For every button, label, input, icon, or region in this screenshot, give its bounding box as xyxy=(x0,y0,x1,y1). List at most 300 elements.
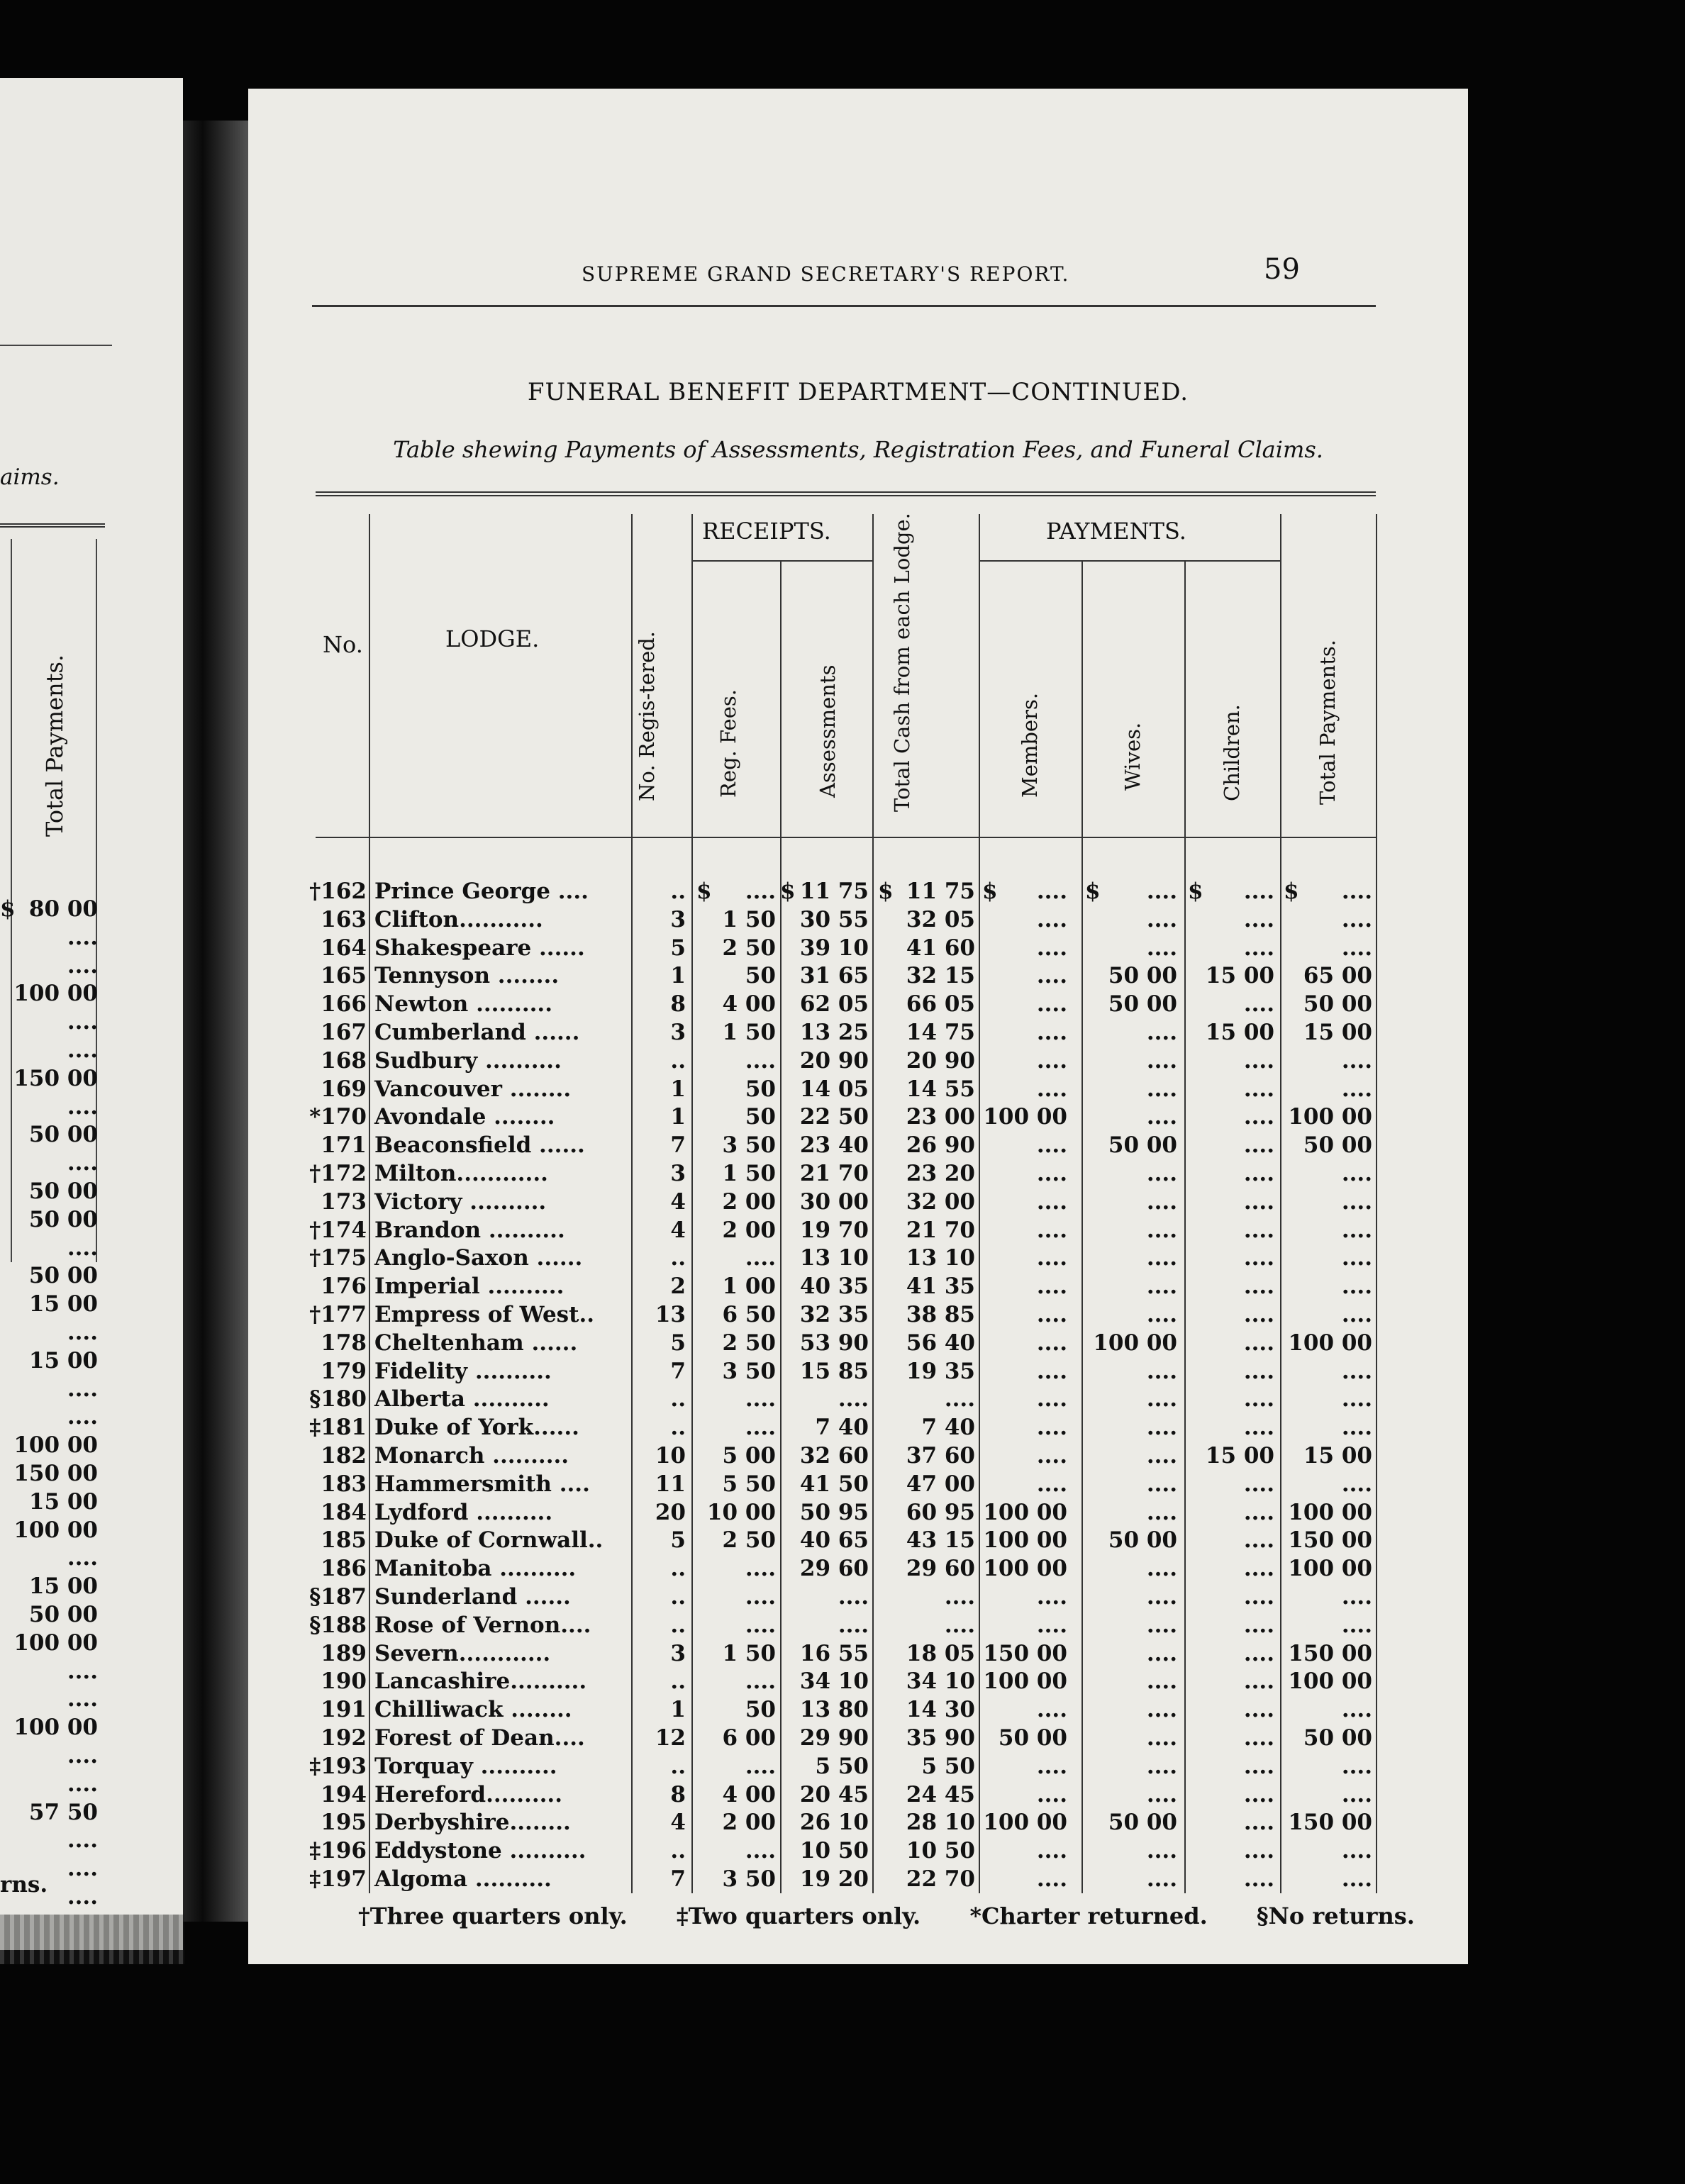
header-bottom-rule xyxy=(316,837,1376,838)
cell-mem: .... xyxy=(1036,935,1067,961)
cell-chi: 15 00 xyxy=(1205,963,1274,989)
left-page-value: .... xyxy=(67,1093,98,1120)
cell-rf: 50 xyxy=(745,1076,776,1102)
cell-no: 164 xyxy=(321,935,367,961)
cell-asm: 13 25 xyxy=(799,1020,869,1045)
table-row xyxy=(248,1075,1468,1103)
cell-wiv: .... xyxy=(1146,1753,1177,1779)
cell-chi: .... xyxy=(1243,1161,1274,1186)
cell-wiv: 50 00 xyxy=(1108,1527,1177,1554)
cell-wiv: .... xyxy=(1146,1161,1177,1186)
column-header-assessments: Assessments xyxy=(816,664,840,798)
cell-chi: .... xyxy=(1243,1415,1274,1441)
dollar-sign: $ xyxy=(1188,879,1203,904)
payments-group-rule xyxy=(979,560,1280,562)
cell-chi: .... xyxy=(1243,1245,1274,1271)
cell-asm: 32 60 xyxy=(799,1443,869,1469)
left-page-value: .... xyxy=(67,1009,98,1035)
cell-asm: 15 85 xyxy=(799,1358,869,1384)
cell-reg: .. xyxy=(670,1584,686,1610)
table-row xyxy=(248,1442,1468,1470)
cell-wiv: .... xyxy=(1146,1499,1177,1525)
cell-rf: 50 xyxy=(745,1104,776,1130)
cell-lodge: Clifton........... xyxy=(374,906,543,932)
footnote: †Three quarters only. xyxy=(358,1902,628,1929)
cell-chi: .... xyxy=(1243,935,1274,961)
cell-no: †162 xyxy=(309,879,367,904)
cell-asm: 39 10 xyxy=(799,935,869,961)
cell-lodge: Hereford.......... xyxy=(374,1781,563,1807)
cell-rf: .... xyxy=(745,1245,776,1271)
table-row xyxy=(248,1808,1468,1837)
cell-asm: 10 50 xyxy=(799,1838,869,1864)
left-page-value: .... xyxy=(67,1545,98,1571)
cell-tot: .... xyxy=(1341,1584,1372,1610)
page-number: 59 xyxy=(1264,253,1300,286)
cell-lodge: Cumberland ...... xyxy=(374,1020,580,1045)
cell-mem: 50 00 xyxy=(998,1725,1067,1751)
cell-chi: .... xyxy=(1243,1471,1274,1497)
cell-reg: 3 xyxy=(670,1020,686,1045)
cell-tot: .... xyxy=(1341,1697,1372,1723)
cell-no: †177 xyxy=(309,1302,367,1327)
cell-chi: 15 00 xyxy=(1205,1020,1274,1045)
cell-cash: .... xyxy=(944,1584,975,1610)
cell-rf: 3 50 xyxy=(722,1358,776,1384)
cell-asm: 32 35 xyxy=(799,1302,869,1327)
cell-cash: 32 15 xyxy=(906,963,975,989)
table-row xyxy=(248,990,1468,1018)
column-header-members: Members. xyxy=(1018,692,1042,798)
left-page-column-header: Total Payments. xyxy=(41,654,68,837)
left-page-value: 57 50 xyxy=(28,1799,98,1825)
cell-asm: 22 50 xyxy=(799,1104,869,1130)
cell-tot: .... xyxy=(1341,1358,1372,1384)
cell-cash: 7 40 xyxy=(921,1415,975,1441)
cell-mem: .... xyxy=(1036,1076,1067,1102)
cell-lodge: Torquay .......... xyxy=(374,1753,557,1779)
cell-rf: .... xyxy=(745,1556,776,1582)
cell-asm: 40 65 xyxy=(799,1527,869,1554)
cell-rf: 2 50 xyxy=(722,1527,776,1554)
cell-reg: 7 xyxy=(670,1358,686,1384)
cell-cash: 66 05 xyxy=(906,991,975,1018)
cell-no: 169 xyxy=(321,1076,367,1102)
cell-rf: 5 50 xyxy=(722,1471,776,1497)
cell-reg: 5 xyxy=(670,1330,686,1356)
cell-wiv: .... xyxy=(1146,1386,1177,1413)
left-page-value: .... xyxy=(67,1320,98,1345)
table-row xyxy=(248,1526,1468,1554)
cell-rf: 5 00 xyxy=(722,1443,776,1469)
left-page-value: 50 00 xyxy=(28,1179,98,1204)
table-row xyxy=(248,1272,1468,1300)
left-page-value: 15 00 xyxy=(28,1291,98,1317)
cell-tot: .... xyxy=(1341,906,1372,932)
cell-chi: .... xyxy=(1243,1132,1274,1159)
left-page-value: 100 00 xyxy=(13,981,98,1007)
cell-mem: .... xyxy=(1036,1612,1067,1638)
left-page-value: 100 00 xyxy=(13,1629,98,1656)
cell-no: 179 xyxy=(321,1358,367,1384)
cell-asm: 13 80 xyxy=(799,1697,869,1723)
cell-mem: .... xyxy=(1036,1443,1067,1469)
cell-asm: .... xyxy=(838,1386,869,1413)
cell-chi: .... xyxy=(1243,1302,1274,1327)
left-page-value: 15 00 xyxy=(28,1488,98,1515)
left-page-value: .... xyxy=(67,1235,98,1261)
cell-reg: 4 xyxy=(670,1188,686,1215)
cell-lodge: Monarch .......... xyxy=(374,1443,569,1469)
cell-lodge: Chilliwack ........ xyxy=(374,1697,572,1723)
cell-mem: .... xyxy=(1036,1020,1067,1045)
cell-lodge: Milton............ xyxy=(374,1161,548,1186)
cell-reg: 12 xyxy=(655,1725,686,1751)
cell-lodge: Algoma .......... xyxy=(374,1866,552,1892)
cell-wiv: .... xyxy=(1146,1838,1177,1864)
cell-reg: 3 xyxy=(670,1640,686,1666)
left-page-value: .... xyxy=(67,1658,98,1684)
table-row xyxy=(248,934,1468,962)
cell-no: 165 xyxy=(321,963,367,989)
cell-mem: .... xyxy=(1036,1132,1067,1159)
cell-wiv: 50 00 xyxy=(1108,991,1177,1018)
cell-wiv: .... xyxy=(1146,1556,1177,1582)
cell-no: 186 xyxy=(321,1556,367,1582)
cell-lodge: Avondale ........ xyxy=(374,1104,555,1130)
cell-wiv: .... xyxy=(1146,1415,1177,1441)
receipts-group-rule xyxy=(691,560,872,562)
cell-mem: 100 00 xyxy=(983,1810,1067,1836)
cell-tot: 150 00 xyxy=(1288,1640,1372,1666)
cell-no: *170 xyxy=(309,1104,367,1130)
table-row xyxy=(248,1752,1468,1781)
cell-asm: 62 05 xyxy=(799,991,869,1018)
cell-lodge: Fidelity .......... xyxy=(374,1358,552,1384)
table-row xyxy=(248,1131,1468,1159)
left-page-value: .... xyxy=(67,952,98,979)
dollar-sign: $ xyxy=(1284,879,1299,904)
cell-chi: .... xyxy=(1243,1274,1274,1300)
footnotes xyxy=(358,1902,1456,1929)
cell-rf: 6 00 xyxy=(722,1725,776,1751)
cell-lodge: Eddystone .......... xyxy=(374,1838,586,1864)
left-page-value: 15 00 xyxy=(28,1347,98,1374)
table-row xyxy=(248,1837,1468,1865)
cell-mem: .... xyxy=(1036,879,1067,904)
table-row xyxy=(248,1159,1468,1188)
cell-asm: 40 35 xyxy=(799,1274,869,1300)
cell-reg: 2 xyxy=(670,1274,686,1300)
left-page-value: .... xyxy=(67,1771,98,1797)
cell-cash: 56 40 xyxy=(906,1330,975,1356)
cell-chi: .... xyxy=(1243,991,1274,1018)
left-page-value: .... xyxy=(67,1150,98,1176)
cell-asm: 30 00 xyxy=(799,1188,869,1215)
left-page xyxy=(0,78,183,1950)
cell-lodge: Vancouver ........ xyxy=(374,1076,572,1102)
cell-lodge: Shakespeare ...... xyxy=(374,935,585,961)
cell-reg: 1 xyxy=(670,1697,686,1723)
cell-wiv: .... xyxy=(1146,1471,1177,1497)
dollar-sign: $ xyxy=(982,879,998,904)
cell-asm: 19 70 xyxy=(799,1217,869,1243)
cell-chi: .... xyxy=(1243,1217,1274,1243)
cell-tot: .... xyxy=(1341,1245,1372,1271)
cell-cash: 23 00 xyxy=(906,1104,975,1130)
cell-no: ‡181 xyxy=(309,1415,367,1441)
cell-asm: 34 10 xyxy=(799,1668,869,1695)
table-row xyxy=(248,1639,1468,1668)
cell-cash: 43 15 xyxy=(906,1527,975,1554)
left-page-value: .... xyxy=(67,1743,98,1768)
footnote: §No returns. xyxy=(1256,1902,1415,1929)
cell-tot: 50 00 xyxy=(1303,1132,1372,1159)
spine-edge xyxy=(0,1915,184,1964)
cell-mem: .... xyxy=(1036,1471,1067,1497)
left-page-value: 50 00 xyxy=(28,1602,98,1627)
table-row xyxy=(248,1357,1468,1386)
table-row xyxy=(248,1498,1468,1527)
cell-wiv: .... xyxy=(1146,1612,1177,1638)
cell-rf: 50 xyxy=(745,1697,776,1723)
cell-asm: 16 55 xyxy=(799,1640,869,1666)
left-page-value: .... xyxy=(67,1856,98,1882)
cell-lodge: Newton .......... xyxy=(374,991,552,1018)
left-page-value: .... xyxy=(67,1404,98,1430)
cell-cash: 32 00 xyxy=(906,1188,975,1215)
cell-chi: .... xyxy=(1243,1076,1274,1102)
cell-chi: .... xyxy=(1243,1753,1274,1779)
table-top-rule xyxy=(316,491,1376,496)
cell-mem: .... xyxy=(1036,1161,1067,1186)
cell-cash: 10 50 xyxy=(906,1838,975,1864)
column-header-receipts: RECEIPTS. xyxy=(702,518,831,545)
cell-reg: .. xyxy=(670,1556,686,1582)
column-header-total-cash: Total Cash from each Lodge. xyxy=(890,513,914,812)
table-row xyxy=(248,1583,1468,1611)
cell-mem: .... xyxy=(1036,1753,1067,1779)
cell-wiv: .... xyxy=(1146,1781,1177,1807)
cell-reg: .. xyxy=(670,1753,686,1779)
cell-asm: 29 60 xyxy=(799,1556,869,1582)
cell-mem: .... xyxy=(1036,1274,1067,1300)
cell-wiv: 50 00 xyxy=(1108,1810,1177,1836)
cell-reg: .. xyxy=(670,879,686,904)
cell-rf: .... xyxy=(745,1386,776,1413)
cell-rf: .... xyxy=(745,1415,776,1441)
cell-chi: .... xyxy=(1243,1668,1274,1695)
cell-no: 190 xyxy=(321,1668,367,1695)
cell-no: 168 xyxy=(321,1047,367,1074)
table-row xyxy=(248,962,1468,990)
cell-lodge: Hammersmith .... xyxy=(374,1471,590,1497)
cell-chi: .... xyxy=(1243,1330,1274,1356)
cell-cash: 14 55 xyxy=(906,1076,975,1102)
cell-cash: 22 70 xyxy=(906,1866,975,1892)
left-page-value: .... xyxy=(67,1037,98,1063)
cell-wiv: .... xyxy=(1146,1640,1177,1666)
cell-cash: 20 90 xyxy=(906,1047,975,1074)
table-row xyxy=(248,1781,1468,1809)
cell-cash: 11 75 xyxy=(906,879,975,904)
running-head-rule xyxy=(312,305,1376,307)
cell-no: §187 xyxy=(309,1584,367,1610)
cell-mem: .... xyxy=(1036,1047,1067,1074)
cell-rf: 2 00 xyxy=(722,1217,776,1243)
cell-wiv: .... xyxy=(1146,1274,1177,1300)
left-page-value: .... xyxy=(67,1376,98,1402)
left-page-value: 50 00 xyxy=(28,1263,98,1289)
cell-reg: 8 xyxy=(670,1781,686,1807)
cell-reg: 3 xyxy=(670,906,686,932)
cell-tot: .... xyxy=(1341,935,1372,961)
cell-no: ‡193 xyxy=(309,1753,367,1779)
cell-rf: .... xyxy=(745,1584,776,1610)
cell-lodge: Lydford .......... xyxy=(374,1499,553,1525)
cell-chi: 15 00 xyxy=(1205,1443,1274,1469)
cell-no: 178 xyxy=(321,1330,367,1356)
cell-rf: 50 xyxy=(745,963,776,989)
cell-reg: 7 xyxy=(670,1866,686,1892)
cell-chi: .... xyxy=(1243,1358,1274,1384)
cell-no: 173 xyxy=(321,1188,367,1215)
cell-chi: .... xyxy=(1243,1838,1274,1864)
cell-tot: 100 00 xyxy=(1288,1499,1372,1525)
cell-tot: .... xyxy=(1341,1076,1372,1102)
cell-lodge: Duke of Cornwall.. xyxy=(374,1527,604,1554)
cell-chi: .... xyxy=(1243,1781,1274,1807)
cell-reg: 1 xyxy=(670,1104,686,1130)
table-row xyxy=(248,1103,1468,1131)
cell-tot: 65 00 xyxy=(1303,963,1372,989)
cell-no: 176 xyxy=(321,1274,367,1300)
left-page-value: 150 00 xyxy=(13,1065,98,1091)
left-page-dollar-sign: $ xyxy=(0,896,16,922)
cell-mem: .... xyxy=(1036,1781,1067,1807)
table-row xyxy=(248,1667,1468,1695)
left-page-returns-fragment: rns. xyxy=(0,1872,48,1898)
cell-chi: .... xyxy=(1243,1499,1274,1525)
table-row xyxy=(248,1329,1468,1357)
left-page-value: 150 00 xyxy=(13,1461,98,1486)
cell-cash: 18 05 xyxy=(906,1640,975,1666)
cell-reg: .. xyxy=(670,1245,686,1271)
cell-mem: 100 00 xyxy=(983,1499,1067,1525)
cell-mem: 100 00 xyxy=(983,1527,1067,1554)
cell-mem: 100 00 xyxy=(983,1104,1067,1130)
left-page-value: 80 00 xyxy=(28,896,98,922)
cell-cash: 14 30 xyxy=(906,1697,975,1723)
cell-asm: 13 10 xyxy=(799,1245,869,1271)
cell-cash: 28 10 xyxy=(906,1810,975,1836)
cell-asm: 11 75 xyxy=(799,879,869,904)
cell-asm: 21 70 xyxy=(799,1161,869,1186)
cell-reg: .. xyxy=(670,1415,686,1441)
left-page-value: .... xyxy=(67,1884,98,1910)
cell-rf: .... xyxy=(745,1753,776,1779)
cell-rf: 2 50 xyxy=(722,935,776,961)
left-page-value: 50 00 xyxy=(28,1122,98,1148)
cell-rf: .... xyxy=(745,1047,776,1074)
table-row xyxy=(248,1300,1468,1329)
dollar-sign: $ xyxy=(878,879,894,904)
cell-asm: 19 20 xyxy=(799,1866,869,1892)
cell-mem: .... xyxy=(1036,963,1067,989)
cell-no: 195 xyxy=(321,1810,367,1836)
cell-reg: 3 xyxy=(670,1161,686,1186)
cell-reg: .. xyxy=(670,1047,686,1074)
cell-tot: .... xyxy=(1341,1781,1372,1807)
cell-rf: .... xyxy=(745,1612,776,1638)
cell-chi: .... xyxy=(1243,1584,1274,1610)
cell-lodge: Cheltenham ...... xyxy=(374,1330,578,1356)
cell-mem: 100 00 xyxy=(983,1668,1067,1695)
cell-cash: 47 00 xyxy=(906,1471,975,1497)
cell-rf: 10 00 xyxy=(706,1499,776,1525)
cell-reg: 4 xyxy=(670,1810,686,1836)
column-header-payments: PAYMENTS. xyxy=(1046,518,1186,545)
cell-cash: 37 60 xyxy=(906,1443,975,1469)
cell-mem: .... xyxy=(1036,1697,1067,1723)
cell-lodge: Severn............ xyxy=(374,1640,551,1666)
cell-mem: .... xyxy=(1036,1302,1067,1327)
cell-asm: 23 40 xyxy=(799,1132,869,1159)
cell-chi: .... xyxy=(1243,879,1274,904)
cell-wiv: 100 00 xyxy=(1093,1330,1177,1356)
cell-cash: 23 20 xyxy=(906,1161,975,1186)
left-page-value: .... xyxy=(67,1686,98,1712)
cell-rf: 1 50 xyxy=(722,1020,776,1045)
cell-chi: .... xyxy=(1243,1697,1274,1723)
table-row xyxy=(248,1554,1468,1583)
cell-lodge: Beaconsfield ...... xyxy=(374,1132,585,1159)
table-row xyxy=(248,1695,1468,1724)
cell-wiv: .... xyxy=(1146,1668,1177,1695)
cell-chi: .... xyxy=(1243,906,1274,932)
cell-rf: 2 00 xyxy=(722,1810,776,1836)
cell-lodge: Empress of West.. xyxy=(374,1302,595,1327)
cell-cash: 5 50 xyxy=(921,1753,975,1779)
cell-reg: 13 xyxy=(655,1302,686,1327)
cell-asm: 30 55 xyxy=(799,906,869,932)
cell-cash: 24 45 xyxy=(906,1781,975,1807)
footnote: ‡Two quarters only. xyxy=(676,1902,921,1929)
cell-no: 184 xyxy=(321,1499,367,1525)
cell-chi: .... xyxy=(1243,1866,1274,1892)
cell-cash: 41 35 xyxy=(906,1274,975,1300)
cell-tot: 50 00 xyxy=(1303,1725,1372,1751)
left-page-table-top-rule xyxy=(0,523,105,528)
cell-chi: .... xyxy=(1243,1612,1274,1638)
cell-mem: .... xyxy=(1036,1584,1067,1610)
cell-chi: .... xyxy=(1243,1104,1274,1130)
cell-tot: .... xyxy=(1341,1838,1372,1864)
cell-cash: 60 95 xyxy=(906,1499,975,1525)
cell-chi: .... xyxy=(1243,1188,1274,1215)
table-row xyxy=(248,1385,1468,1413)
cell-asm: 14 05 xyxy=(799,1076,869,1102)
cell-lodge: Derbyshire........ xyxy=(374,1810,571,1836)
cell-rf: 3 50 xyxy=(722,1866,776,1892)
column-header-reg-fees: Reg. Fees. xyxy=(716,689,740,798)
cell-wiv: 50 00 xyxy=(1108,1132,1177,1159)
cell-no: ‡196 xyxy=(309,1838,367,1864)
cell-wiv: .... xyxy=(1146,1076,1177,1102)
cell-lodge: Sunderland ...... xyxy=(374,1584,571,1610)
table-row xyxy=(248,1470,1468,1498)
cell-mem: 100 00 xyxy=(983,1556,1067,1582)
